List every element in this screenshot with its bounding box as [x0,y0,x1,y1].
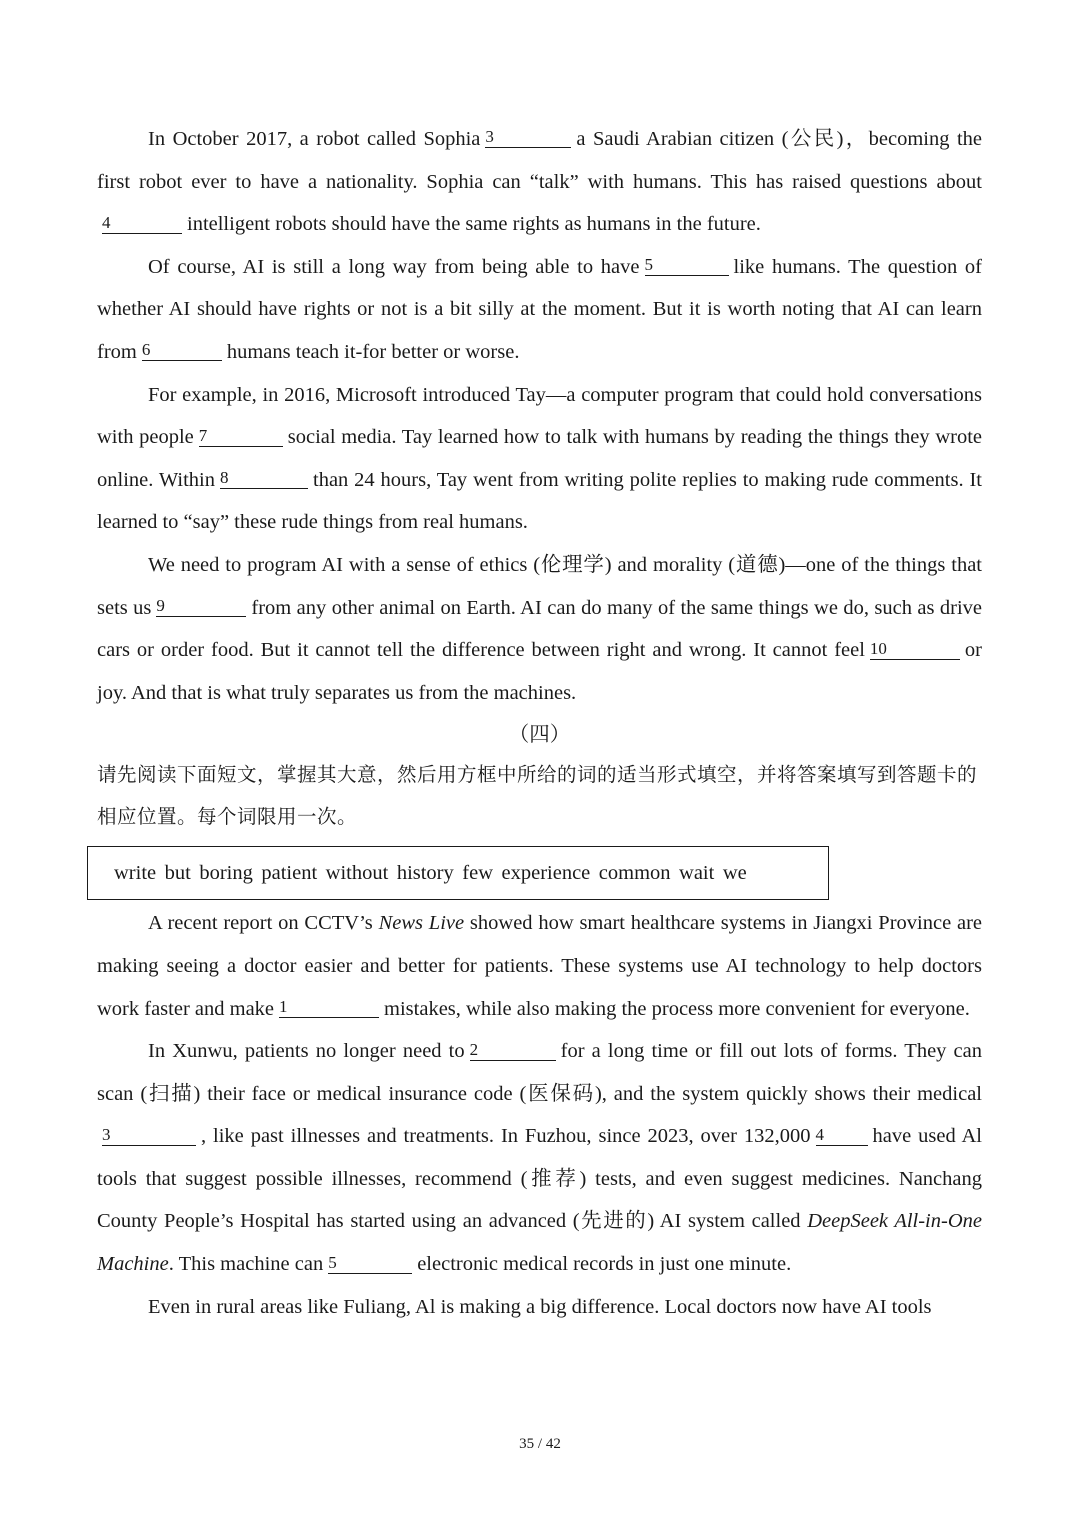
word-box-item: common [598,861,671,884]
blank-3: 3 [485,127,571,148]
paragraph [97,246,982,374]
blank-1: 1 [279,997,379,1018]
blank-8: 8 [220,468,308,489]
word-box-item: boring [199,861,253,884]
word-box-item: patient [261,861,318,884]
italic-title: DeepSeek All-in-One Machine [97,1210,982,1276]
blank-9: 9 [156,596,246,617]
blank-6: 6 [142,340,222,361]
paragraph [97,1286,982,1329]
word-box-item: without [325,861,389,884]
paragraph-text: than 24 hours, Tay went from writing polite replies to making rude comments. It learned to “say” these rude things from real humans. [97,468,983,534]
paragraph-text: have used Al tools that suggest possible illnesses, recommend (推荐) tests, and even suggest medicines. Nanchang County People’s Hospital has started using an advanced (先进的) AI system called [97,1125,982,1233]
blank-2: 2 [470,1040,556,1061]
paragraph-text: showed how smart healthcare systems in Jiangxi Province are making seeing a doctor easier and better for patients. These systems use AI technology to help doctors work faster and make [97,912,983,1020]
paragraph-text: electronic medical records in just one minute. [417,1253,792,1276]
word-box-item: wait [679,861,715,884]
paragraph-text: mistakes, while also making the process more convenient for everyone. [384,997,970,1020]
word-box-item: experience [501,861,591,884]
paragraph [97,1030,982,1286]
blank-4: 4 [102,213,182,234]
paragraph-text: social media. Tay learned how to talk with humans by reading the things they wrote online. Within [97,426,983,491]
blank-7: 7 [199,426,283,447]
paragraph-text: for a long time or fill out lots of forms. They can scan (扫描) their face or medical insurance code (医保码), and the system quickly shows their medical [97,1040,983,1105]
paragraph-text: humans teach it-for better or worse. [226,340,520,363]
italic-title: News Live [378,912,465,935]
paragraph-text: In Xunwu, patients no longer need to [148,1040,465,1063]
paragraph-text: A recent report on CCTV’s [148,912,373,935]
paragraph [97,544,982,714]
paragraph-text: We need to program AI with a sense of ethics (伦理学) and morality (道德)—one of the things that sets us [97,553,982,619]
blank-3b: 3 [102,1125,196,1146]
paragraph [97,374,982,544]
blank-10: 10 [870,639,960,660]
word-box [87,846,829,900]
word-box-item: we [722,861,747,884]
paragraph-text: Of course, AI is still a long way from being able to have [148,255,640,278]
word-box-item: write [114,861,157,884]
paragraph-text: Even in rural areas like Fuliang, Al is making a big difference. Local doctors now have AI tools [148,1295,932,1318]
word-box-item: few [462,861,493,884]
word-box-item: history [396,861,454,884]
page-number: 35 / 42 [519,1436,561,1452]
document-page [97,118,982,1328]
paragraph-text: intelligent robots should have the same rights as humans in the future. [187,213,761,236]
paragraph-text: like humans. The question of whether AI should have rights or not is a bit silly at the moment. But it is worth noting that AI can learn from [97,255,982,363]
section-title: （四） [508,722,571,747]
word-box-item: but [164,861,191,884]
paragraph-text: a Saudi Arabian citizen (公民)，becoming the first robot ever to have a nationality. Sophia can “talk” with humans. This has raised questions about [97,128,983,193]
paragraph-text: from any other animal on Earth. AI can do many of the same things we do, such as drive cars or order food. But it cannot tell the difference between right and wrong. It cannot feel [97,596,982,662]
paragraph-text: , like past illnesses and treatments. In Fuzhou, since 2023, over 132,000 [201,1125,811,1148]
paragraph-text: . This machine can [168,1253,324,1276]
blank-4b: 4 [816,1125,868,1146]
blank-5b: 5 [328,1253,412,1274]
paragraph-text: In October 2017, a robot called Sophia [148,128,481,150]
paragraph-text: or joy. And that is what truly separates us from the machines. [97,639,982,704]
instruction-text: 请先阅读下面短文，掌握其大意，然后用方框中所给的词的适当形式填空，并将答案填写到答题卡的相应位置。每个词限用一次。 [97,763,978,829]
paragraph [97,902,982,1030]
paragraph-text: For example, in 2016, Microsoft introduced Tay—a computer program that could hold conversations with people [97,383,982,449]
blank-5: 5 [645,255,729,276]
paragraph [97,118,982,246]
